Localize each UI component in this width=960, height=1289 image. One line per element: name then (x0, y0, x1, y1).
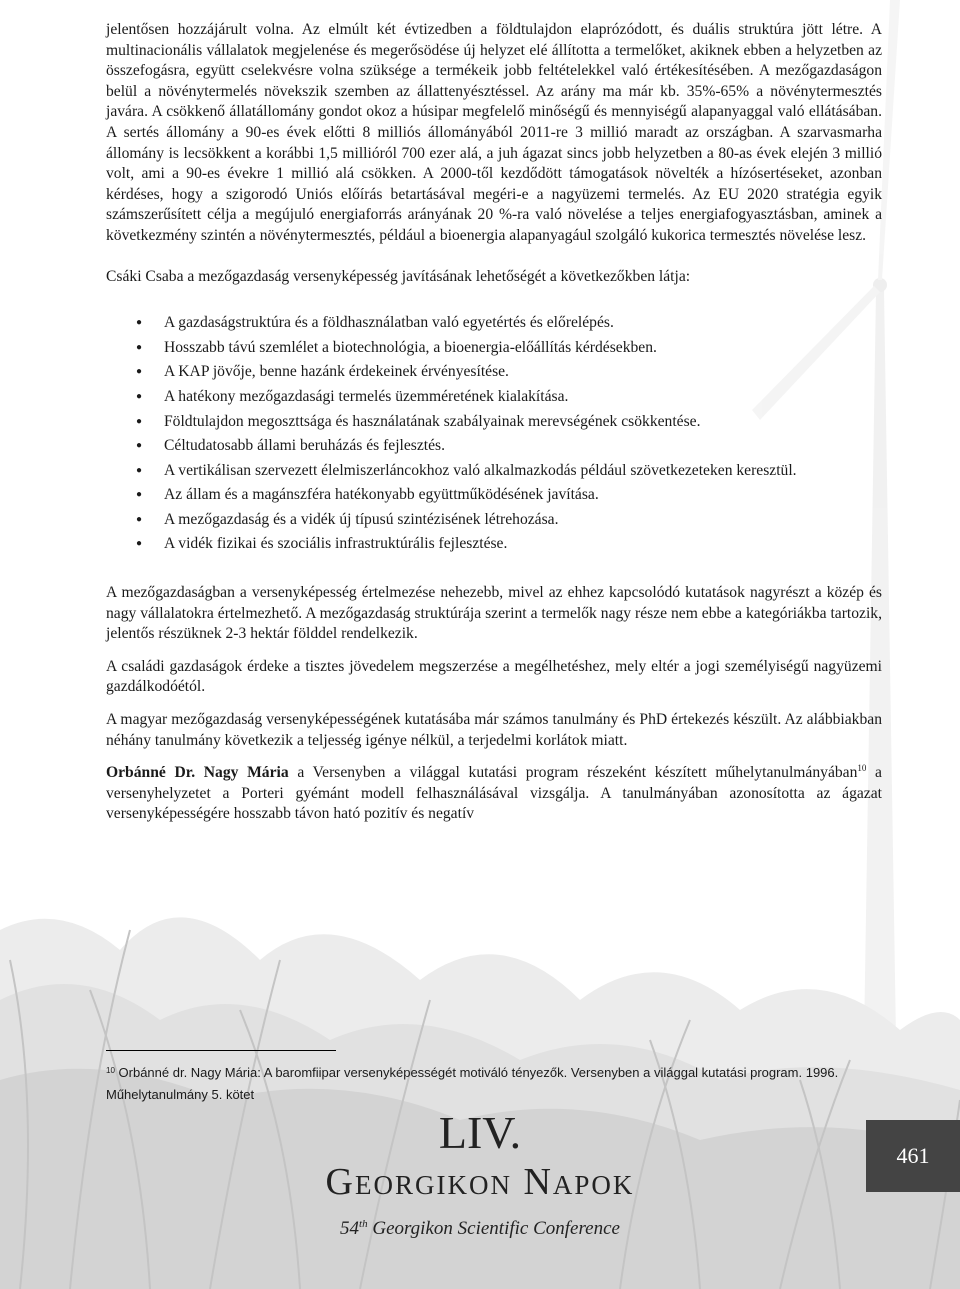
list-item: ● Céltudatosabb állami beruházás és fejlesztés. (106, 436, 882, 457)
list-item: ● Hosszabb távú szemlélet a biotechnológia, a bioenergia-előállítás kérdésekben. (106, 338, 882, 359)
conference-name: Georgikon Napok (325, 1161, 635, 1203)
list-item: ● A mezőgazdaság és a vidék új típusú szintézisének létrehozása. (106, 510, 882, 531)
list-item: ● A KAP jövője, benne hazánk érdekeinek érvényesítése. (106, 362, 882, 383)
paragraph-orbanne-text-b: a versenyhelyzetet a Porteri gyémánt modell felhasználásával vizsgálja. A tanulmányában azonosította az ágazat versenyképességére hosszabb távon ható pozitív és negatív (106, 764, 882, 823)
conference-subtitle-text: Georgikon Scientific Conference (367, 1218, 620, 1239)
list-item: ● A vertikálisan szervezett élelmiszerláncokhoz való alkalmazkodás például szövetkezeteken keresztül. (106, 461, 882, 482)
list-item: ● A gazdaságstruktúra és a földhasználatban való egyetértés és előrelépés. (106, 313, 882, 334)
list-item: ● Az állam és a magánszféra hatékonyabb együttműködésének javítása. (106, 485, 882, 506)
page-body (106, 20, 882, 825)
page-number: 461 (896, 1143, 930, 1168)
competitiveness-list (106, 313, 882, 555)
list-item: ● A vidék fizikai és szociális infrastruktúrális fejlesztése. (106, 534, 882, 555)
list-item: ● Földtulajdon megoszttsága és használatának szabályainak merevségének csökkentése. (106, 412, 882, 433)
paragraph-csaki-intro: Csáki Csaba a mezőgazdaság versenyképesség javításának lehetőségét a következőkben látja: (106, 267, 691, 285)
page-number-box (866, 1120, 960, 1192)
paragraph-orbanne-text-a: a Versenyben a világgal kutatási program részeként készített műhelytanulmányában (288, 764, 858, 782)
conference-subtitle (0, 1218, 960, 1240)
conference-ordinal: th (359, 1218, 368, 1230)
author-name: Orbánné Dr. Nagy Mária (106, 764, 289, 782)
paragraph-livestock: jelentősen hozzájárult volna. Az elmúlt két évtizedben a földtulajdon elaprózódott, és duális struktúra jött létre. A multinacionális vállalatok megjelenése és megerősödése új helyzet elé állította a termelőket, akiknek ebben a helyzetben az összefogásra, együtt cselekvésre volna szüksége a termékeik jobb feltételekkel való értékesítésében. A mezőgazdaságon belül a növénytermelés növekszik szemben az állattenyésztéssel. Az arány ma már kb. 35%-65% a növénytermesztés javára. A csökkenő állatállomány gondot okoz a húsipar megfelelő minőségű és mennyiségű alapanyaggal való ellátásában. A sertés állomány a 90-es évek előtti 8 milliós állományából 2011-re 3 millió maradt az országban. A szarvasmarha állomány is lecsökkent a korábbi 1,5 millióról 700 ezer alá, a juh ágazat sincs jobb helyzetben a 80-as évek elején 3 millió volt, ami a 90-es évekre 1 millió alá csökken. A 2000-től kezdődött támogatások növelték a hízósertéseket, azonban kérdéses, hogy a szigorodó Uniós előírás betartásával megéri-e a nagyüzemi termelés. Az EU 2020 stratégia egyik számszerűsített célja a megújuló energiaforrás arányának 20 %-ra való növelése a teljes energiafogyasztásban, aminek a következmény szintén a növénytermesztés, például a bioenergia alapanyagául szolgáló kukorica termesztés növelése lesz. (106, 21, 882, 244)
list-item: ● A hatékony mezőgazdasági termelés üzemméretének kialakítása. (106, 387, 882, 408)
footnote-ref[interactable]: 10 (857, 763, 867, 774)
footnote-text: Orbánné dr. Nagy Mária: A baromfiipar versenyképességét motiváló tényezők. Versenyben a világgal kutatási program. 1996. Műhelytanulmány 5. kötet (106, 1065, 839, 1102)
conference-number: 54 (340, 1218, 360, 1239)
footnote-number: 10 (106, 1066, 115, 1075)
footnote-divider (106, 1050, 336, 1051)
paragraph-studies: A magyar mezőgazdaság versenyképességének kutatásába már számos tanulmány és PhD értekezés készült. Az alábbiakban néhány tanulmány következik a teljesség igénye nélkül, a terjedelmi korlátok miatt. (106, 711, 882, 749)
conference-edition: LIV. (438, 1107, 522, 1158)
paragraph-competitiveness: A mezőgazdaságban a versenyképesség értelmezése nehezebb, mivel az ehhez kapcsolódó kutatások nagyrészt a közép és nagy vállalatokra értelmezhető. A mezőgazdaság struktúrája szerint a termelők nagy része nem ebbe a kategóriákba tartozik, jelentős részüknek 2-3 hektár földdel rendelkezik. (106, 584, 882, 643)
paragraph-family-farms: A családi gazdaságok érdeke a tisztes jövedelem megszerzése a megélhetéshez, mely eltér a jogi személyiségű nagyüzemi gazdálkodóétól. (106, 657, 882, 696)
paragraph-orbanne (106, 763, 882, 825)
footnote (106, 1062, 846, 1106)
